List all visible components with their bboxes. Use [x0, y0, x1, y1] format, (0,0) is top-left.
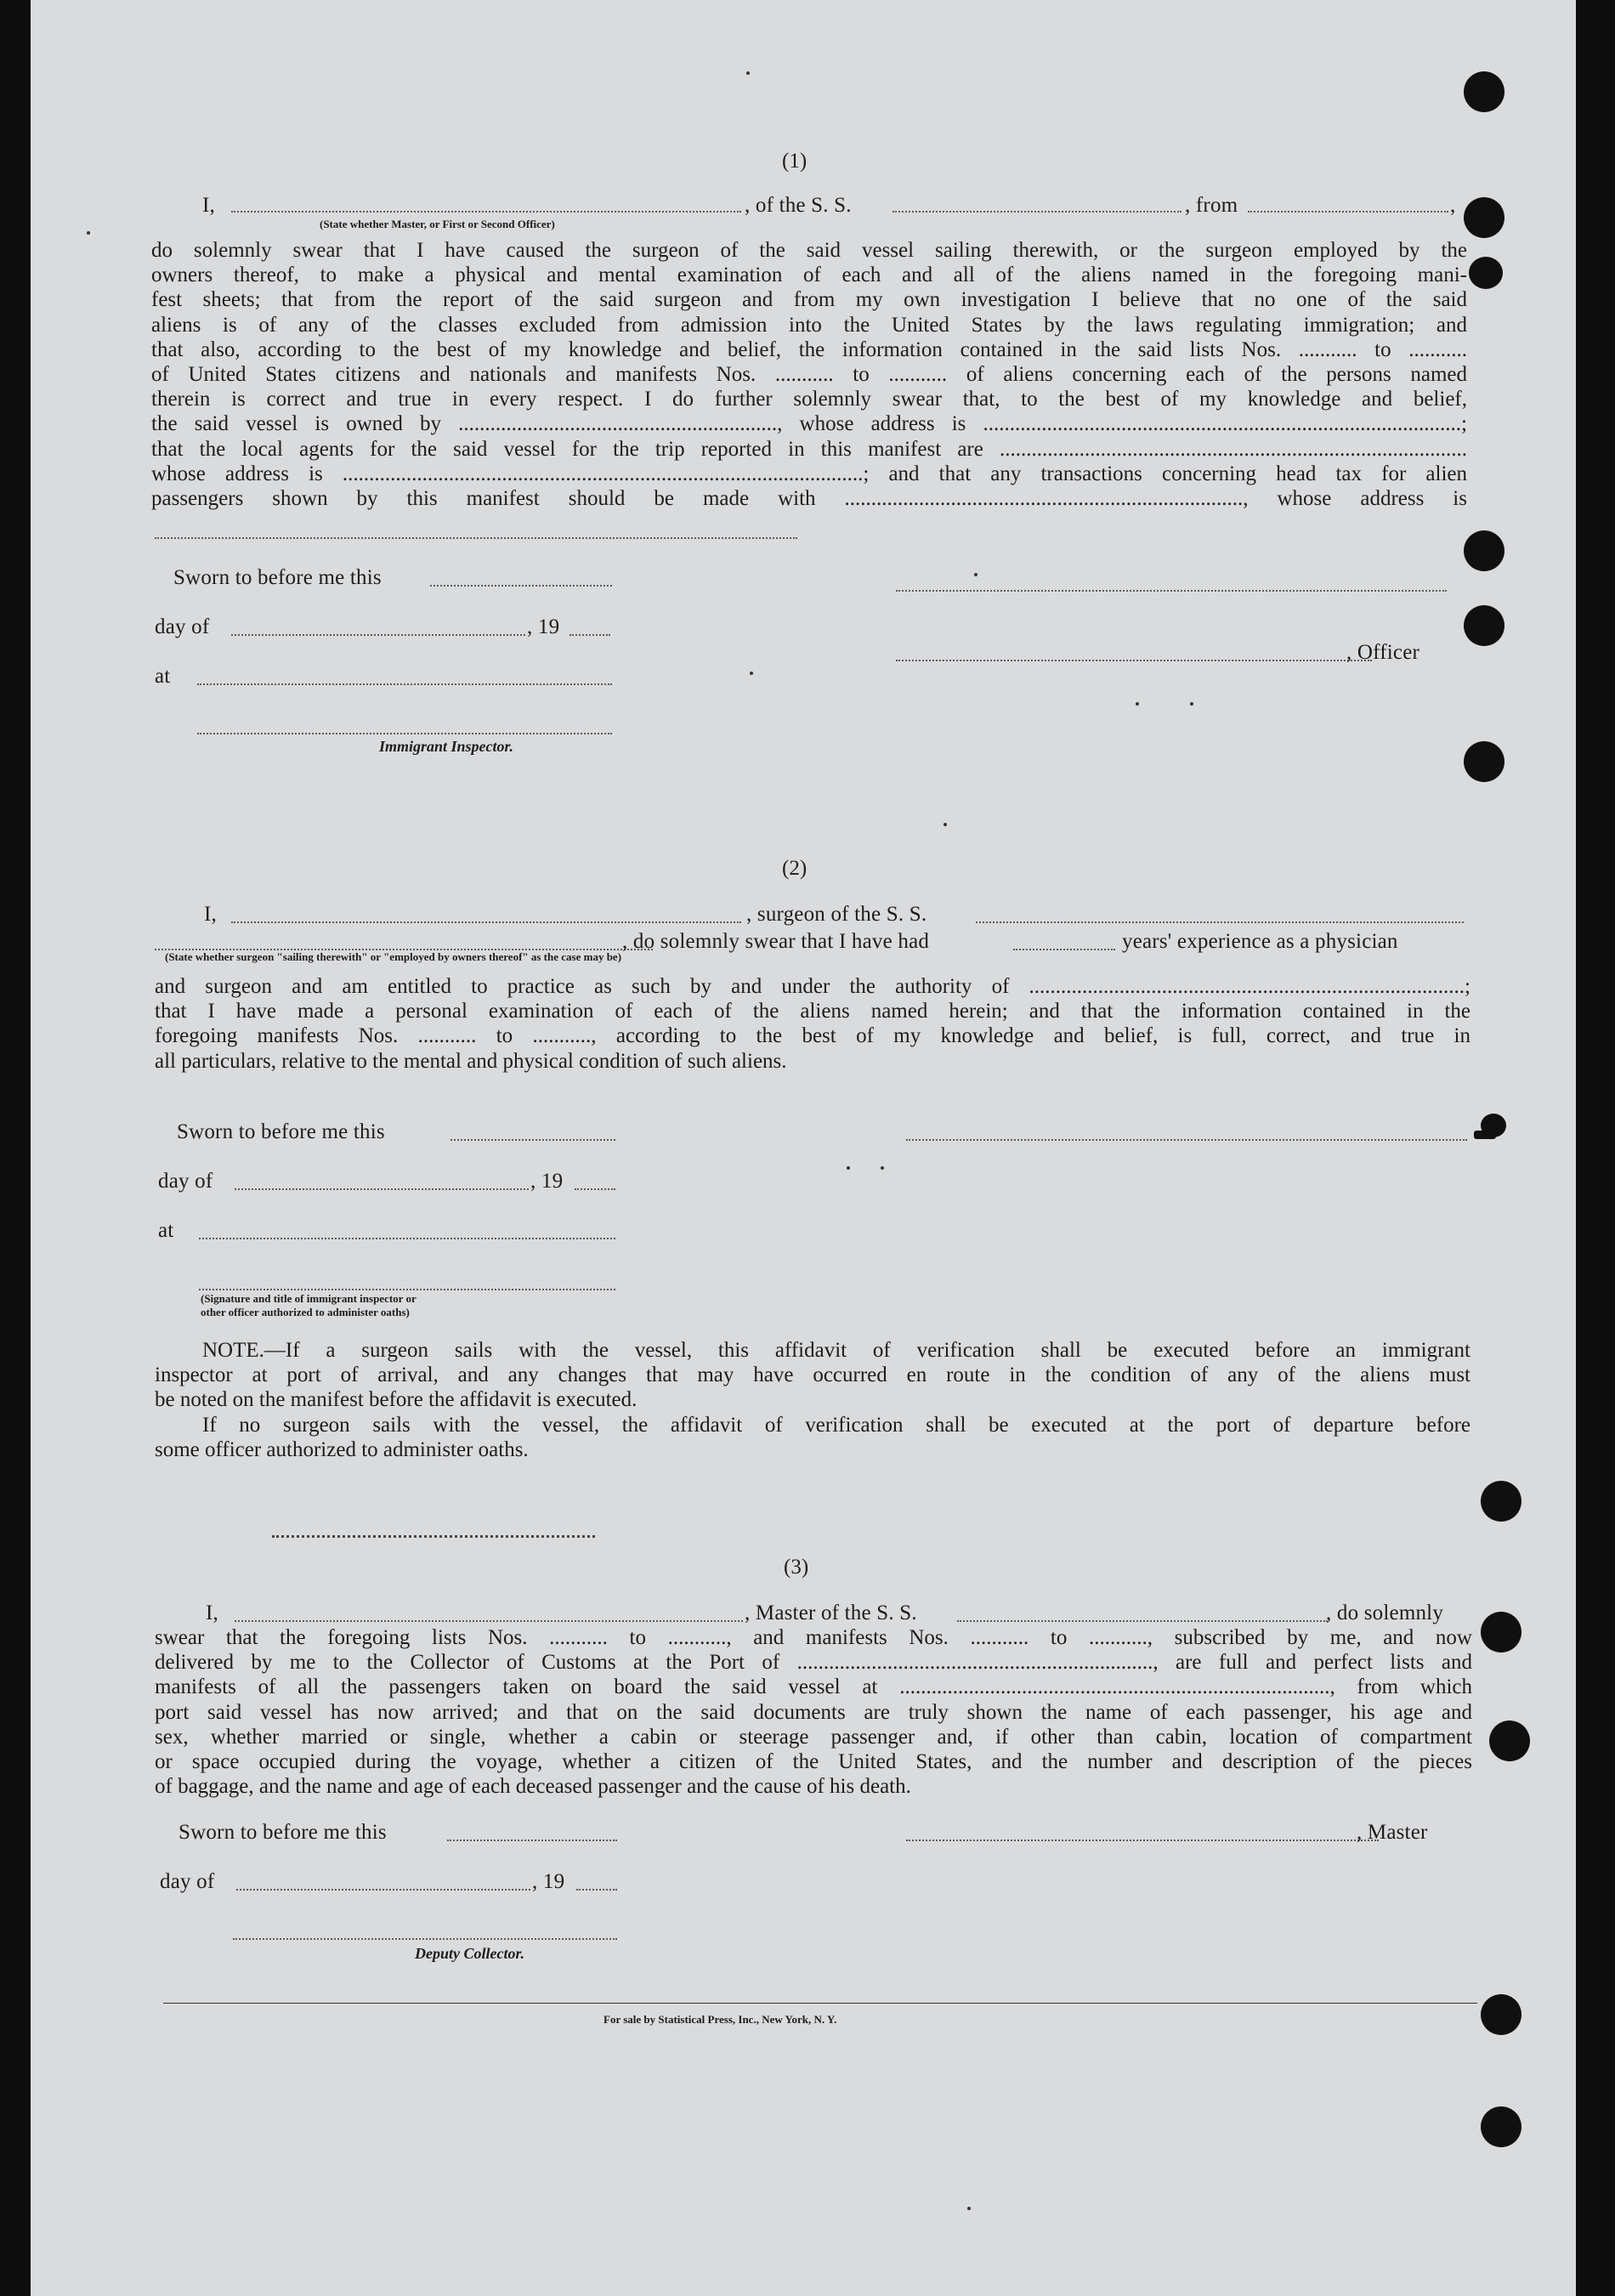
sec1-line: of United States citizens and nationals and manifests Nos. ........... to ........... of aliens concerning each of the persons named — [151, 363, 1467, 387]
speck — [974, 573, 978, 576]
sec3-line: or space occupied during the voyage, whether a citizen of the United States, and the number and description of the pieces — [155, 1750, 1472, 1774]
sec1-19: , 19 — [527, 615, 560, 638]
sec1-inspector-signature-field[interactable] — [197, 733, 612, 734]
sec1-state-note: (State whether Master, or First or Second Officer) — [320, 218, 555, 230]
sec1-line: that the local agents for the said vessel for the trip reported in this manifest are ........................................................................................ — [151, 437, 1467, 461]
sec3-do-solemnly: , do solemnly — [1326, 1602, 1444, 1624]
section-2-number: (2) — [782, 857, 808, 880]
section-1-number: (1) — [782, 150, 808, 173]
sec1-line: whose address is ..................................................................................................; and that any transactions concerning head tax for alien — [151, 462, 1467, 485]
punch-hole — [1464, 605, 1504, 646]
punch-hole — [1481, 2106, 1522, 2147]
punch-hole — [1481, 1612, 1522, 1653]
punch-hole — [1469, 257, 1503, 289]
sec1-inspector-label: Immigrant Inspector. — [379, 738, 514, 755]
sec2-officer-signature-field[interactable] — [199, 1289, 615, 1290]
sec1-line: therein is correct and true in every respect. I do further solemnly swear that, to the best of my knowledge and belief, — [151, 388, 1467, 411]
punch-hole — [1464, 71, 1504, 112]
sec1-of-ss: , of the S. S. — [745, 194, 852, 217]
sec1-line: the said vessel is owned by ............................................................, whose address is ..........................................................................................; — [151, 412, 1467, 436]
sec3-name-field[interactable] — [235, 1620, 743, 1622]
sec2-line: and surgeon and am entitled to practice as such by and under the authority of ..................................................................................; — [155, 975, 1470, 998]
sec3-i: I, — [206, 1602, 218, 1624]
punch-hole — [1464, 741, 1504, 782]
sec3-line: sex, whether married or single, whether a cabin or steerage passenger and, if other than cabin, location of compartment — [155, 1725, 1472, 1749]
speck — [1136, 702, 1139, 706]
sec2-state-note: (State whether surgeon "sailing therewith" or "employed by owners thereof" as the case may be) — [165, 950, 622, 963]
sec2-sworn-field[interactable] — [450, 1139, 615, 1141]
separator — [272, 1535, 595, 1538]
sec2-years-field[interactable] — [1013, 949, 1115, 950]
sec1-year-field[interactable] — [570, 634, 610, 636]
speck — [881, 1166, 884, 1170]
note-line: NOTE.—If a surgeon sails with the vessel, this affidavit of verification shall be executed before an immigrant — [202, 1339, 1470, 1362]
sec3-deputy-label: Deputy Collector. — [415, 1945, 524, 1962]
sec3-line: port said vessel has now arrived; and that on the said documents are truly shown the name of each passenger, his age and — [155, 1700, 1472, 1724]
speck — [750, 672, 753, 675]
bottom-rule — [163, 2003, 1477, 2004]
sec1-from: , from — [1185, 194, 1238, 217]
punch-hole — [1481, 1481, 1522, 1522]
sec2-sig-note-1: (Signature and title of immigrant inspector or — [201, 1292, 416, 1305]
sec2-vessel-field[interactable] — [976, 921, 1464, 923]
sec1-line: aliens is of any of the classes excluded from admission into the United States by the laws regulating immigration; and — [151, 313, 1467, 337]
sec1-sworn: Sworn to before me this — [173, 566, 382, 589]
sec1-end-comma: , — [1450, 194, 1456, 217]
name-field[interactable] — [231, 211, 741, 213]
sec3-master-of: , Master of the S. S. — [745, 1602, 917, 1624]
punch-hole — [1481, 1994, 1522, 2035]
sec1-line: passengers shown by this manifest should be made with ..........................................................................., whose address is — [151, 487, 1467, 511]
sec1-at-field[interactable] — [197, 683, 612, 685]
sec2-sworn: Sworn to before me this — [177, 1120, 385, 1143]
sec3-master: , Master — [1357, 1821, 1428, 1844]
sec2-sig-note-2: other officer authorized to administer oaths) — [201, 1306, 410, 1318]
sec1-day-field[interactable] — [231, 634, 525, 636]
note-line: some officer authorized to administer oaths. — [155, 1437, 529, 1461]
sec3-year-field[interactable] — [576, 1889, 617, 1891]
speck — [967, 2207, 971, 2210]
sec2-day-of: day of — [158, 1170, 213, 1193]
sec3-sworn-field[interactable] — [447, 1840, 617, 1841]
sec2-line: foregoing manifests Nos. ........... to ..........., according to the best of my knowledge and belief, is full, correct, and true in — [155, 1024, 1470, 1048]
punch-hole — [1464, 530, 1504, 571]
note-line: be noted on the manifest before the affidavit is executed. — [155, 1388, 638, 1412]
sec1-signature-field[interactable] — [896, 590, 1447, 592]
speck — [746, 71, 750, 75]
sec1-sworn-field[interactable] — [430, 585, 612, 587]
sec2-oath-paragraph — [155, 974, 1470, 1074]
sec3-line: delivered by me to the Collector of Customs at the Port of ..................................................................., are full and perfect lists and — [155, 1651, 1472, 1675]
sec2-at-field[interactable] — [199, 1238, 615, 1239]
note-paragraph — [155, 1338, 1470, 1462]
sec3-day-of: day of — [160, 1870, 215, 1893]
sec3-oath-paragraph — [155, 1625, 1472, 1799]
sec3-line: swear that the foregoing lists Nos. ........... to ..........., and manifests Nos. ........... to ..........., subscribed by me, and now — [155, 1626, 1472, 1649]
sec1-line: owners thereof, to make a physical and mental examination of each and all of the aliens named in the foregoing mani- — [151, 264, 1467, 287]
speck — [944, 823, 947, 826]
sec2-name-field[interactable] — [231, 921, 741, 923]
sec3-19: , 19 — [532, 1870, 565, 1893]
sec2-swear: , do solemnly swear that I have had — [622, 930, 930, 953]
footer-imprint: For sale by Statistical Press, Inc., New York, N. Y. — [604, 2013, 837, 2026]
speck — [87, 231, 90, 235]
from-field[interactable] — [1248, 211, 1448, 213]
sec2-at: at — [158, 1219, 174, 1242]
section-3-number: (3) — [784, 1556, 809, 1579]
note-line: If no surgeon sails with the vessel, the affidavit of verification shall be executed at the port of departure before — [202, 1413, 1470, 1437]
sec3-sworn: Sworn to before me this — [178, 1821, 387, 1844]
sec1-at: at — [155, 665, 171, 688]
sec1-officer-field[interactable] — [896, 660, 1372, 661]
sec2-year-field[interactable] — [575, 1188, 615, 1190]
speck — [1190, 702, 1193, 706]
speck — [1474, 1131, 1496, 1139]
sec2-line: that I have made a personal examination of each of the aliens named herein; and that the information contained in the — [155, 1000, 1470, 1023]
sec2-19: , 19 — [530, 1170, 564, 1193]
sec2-years: years' experience as a physician — [1122, 930, 1398, 953]
manifest-verification-page — [31, 0, 1576, 2296]
sec1-line: fest sheets; that from the report of the said surgeon and from my own investigation I believe that no one of the said — [151, 288, 1467, 312]
sec3-day-field[interactable] — [236, 1889, 530, 1891]
sec3-line: manifests of all the passengers taken on board the said vessel at ................................................................................., from which — [155, 1675, 1472, 1699]
punch-hole — [1489, 1721, 1530, 1761]
sec3-master-signature-field[interactable] — [906, 1840, 1379, 1841]
sec1-i: I, — [202, 194, 215, 217]
blank-line — [155, 537, 797, 539]
sec1-officer: , Officer — [1346, 641, 1420, 664]
speck — [847, 1166, 850, 1170]
sec2-signature-field[interactable] — [906, 1139, 1467, 1141]
sec1-oath-paragraph — [151, 238, 1467, 511]
sec3-vessel-field[interactable] — [957, 1620, 1328, 1622]
sec2-line: all particulars, relative to the mental and physical condition of such aliens. — [155, 1049, 787, 1073]
sec2-day-field[interactable] — [235, 1188, 529, 1190]
sec1-line: that also, according to the best of my knowledge and belief, the information contained in the said lists Nos. ........... to ........... — [151, 337, 1467, 361]
sec1-day-of: day of — [155, 615, 210, 638]
note-line: inspector at port of arrival, and any changes that may have occurred en route in the condition of any of the aliens must — [155, 1363, 1470, 1387]
sec1-line: do solemnly swear that I have caused the surgeon of the said vessel sailing therewith, or the surgeon employed by the — [151, 239, 1467, 262]
sec2-surgeon-of: , surgeon of the S. S. — [746, 903, 927, 926]
sec3-deputy-signature-field[interactable] — [233, 1938, 617, 1940]
vessel-field[interactable] — [892, 211, 1182, 213]
sec2-i: I, — [204, 903, 217, 926]
punch-hole — [1464, 197, 1504, 238]
sec3-line: of baggage, and the name and age of each deceased passenger and the cause of his death. — [155, 1775, 911, 1799]
